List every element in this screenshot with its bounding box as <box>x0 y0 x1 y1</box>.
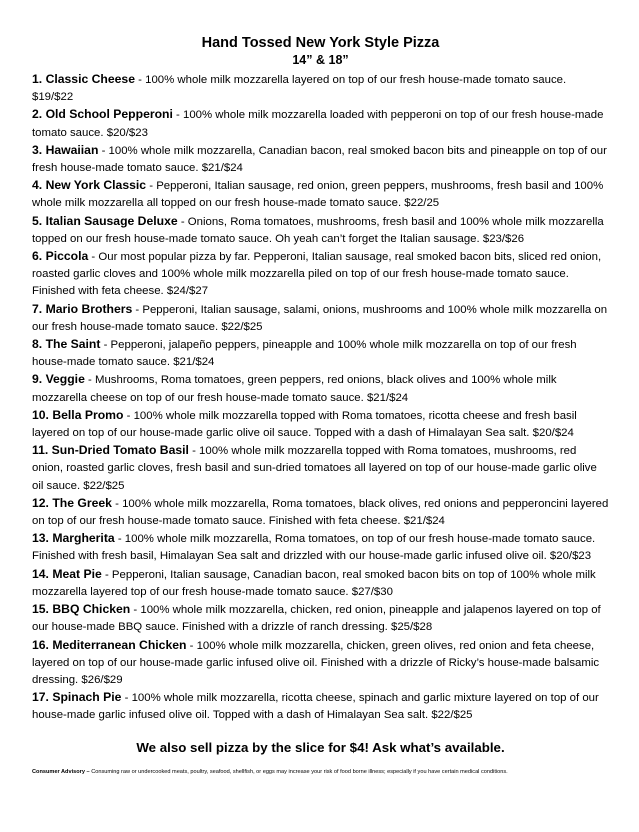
menu-item-separator: - <box>84 374 95 387</box>
menu-item-name: 12. The Greek <box>32 495 112 510</box>
menu-item-description: 100% whole milk mozzarella, Canadian bacon, real smoked bacon bits and pineapple on top of our fresh house-made tomato sauce. <box>32 144 607 175</box>
menu-item-name: 5. Italian Sausage Deluxe <box>32 213 178 228</box>
menu-item-separator: - <box>130 604 141 617</box>
menu-item <box>32 301 609 336</box>
pizza-sizes: 14” & 18” <box>292 53 349 67</box>
menu-item-description: 100% whole milk mozzarella, Roma tomatoes, on top of our fresh house-made tomato sauce. Finished with fresh basil, Himalayan Sea salt and drizzled with our house-made garlic infused olive oil. <box>32 533 596 563</box>
menu-item-name: 4. New York Classic <box>32 178 147 193</box>
menu-item-separator: - <box>172 109 183 122</box>
menu-item <box>32 106 609 141</box>
menu-item-price: $22/$25 <box>431 709 473 722</box>
menu-item <box>32 248 609 301</box>
menu-item-name: 10. Bella Promo <box>32 407 124 422</box>
menu-item-description: Pepperoni, Italian sausage, Canadian bacon, real smoked bacon bits on top of 100% whole milk mozzarella layered top of our fresh house-made tomato sauce. <box>32 568 596 598</box>
menu-item-separator: - <box>123 409 134 422</box>
menu-item <box>32 530 609 565</box>
menu-item-description: Mushrooms, Roma tomatoes, green peppers, red onions, black olives and 100% whole milk mozzarella cheese on top of our fresh house-made tomato sauce. <box>32 374 557 404</box>
menu-item-price: $24/$27 <box>166 285 209 298</box>
menu-item-name: 13. Margherita <box>32 531 115 546</box>
menu-item-description: 100% whole milk mozzarella, ricotta cheese, spinach and garlic mixture layered on top of our house-made garlic infused olive oil. Topped with a dash of Himalayan Sea salt. <box>32 692 599 722</box>
menu-item-price: $21/$24 <box>366 391 409 404</box>
menu-item-price: $20/$23 <box>549 550 592 563</box>
menu-item <box>32 689 609 724</box>
menu-item-name: 15. BBQ Chicken <box>32 602 131 617</box>
menu-item-price: $19/$22 <box>32 91 74 104</box>
menu-item-number: 1. <box>32 72 43 86</box>
menu-item-separator: - <box>111 497 123 510</box>
menu-item-price: $20/$24 <box>532 427 574 440</box>
menu-item-separator: - <box>101 568 112 581</box>
menu-item-price: $22/25 <box>404 197 440 210</box>
menu-item <box>32 71 609 106</box>
slice-note: We also sell pizza by the slice for $4! Ask what’s available. <box>136 739 505 755</box>
menu-item-price: $21/$24 <box>173 356 215 369</box>
menu-item-name: 7. Mario Brothers <box>32 301 133 316</box>
menu-item <box>32 407 609 442</box>
menu-item-price: $21/$24 <box>403 515 445 528</box>
menu-item-description: Our most popular pizza by far. Pepperoni, Italian sausage, real smoked bacon bits, sliced red onion, roasted garlic cloves and 100% whole milk mozzarella piled on top of our fresh house-made tomato sauce. Finished with feta cheese. <box>32 251 602 298</box>
menu-item-description: 100% whole milk mozzarella layered on top of our fresh house-made tomato sauce. <box>145 74 567 86</box>
menu-item-price: $25/$28 <box>391 621 433 634</box>
menu-item-separator: - <box>132 303 143 316</box>
menu-item <box>32 213 609 248</box>
menu-item-description: 100% whole milk mozzarella, chicken, green olives, red onion and feta cheese, layered on top of our house-made garlic infused olive oil. Finished with a drizzle of Ricky’s house-made balsamic dressing. <box>32 639 600 686</box>
advisory-label: Consumer Advisory – <box>32 768 90 775</box>
menu-item-number: 9. <box>32 372 43 387</box>
menu-item <box>32 637 609 690</box>
menu-item-number: 14. <box>32 566 49 581</box>
menu-item <box>32 601 609 636</box>
menu-item-number: 10. <box>32 407 49 422</box>
menu-item-name: 16. Mediterranean Chicken <box>32 637 187 652</box>
menu-item-description: 100% whole milk mozzarella, chicken, red onion, pineapple and jalapenos layered on top of our house-made BBQ sauce. Finished with a drizzle of ranch dressing. <box>32 604 601 634</box>
menu-item-separator: - <box>121 692 132 705</box>
menu-item-name: 6. Piccola <box>32 249 89 264</box>
menu-item-number: 12. <box>32 495 49 510</box>
menu-item-number: 16. <box>32 637 49 652</box>
advisory-text: Consuming raw or undercooked meats, poultry, seafood, shellfish, or eggs may increase your risk of food borne illness; especially if you have certain medical conditions. <box>91 768 508 775</box>
menu-item-name: 17. Spinach Pie <box>32 690 122 705</box>
menu-item <box>32 495 609 530</box>
page-title: Hand Tossed New York Style Pizza <box>201 35 440 51</box>
menu-item-description: 100% whole milk mozzarella topped with Roma tomatoes, ricotta cheese and fresh basil layered on top of our house-made garlic olive oil sauce. Topped with a dash of Himalayan Sea salt. <box>32 409 577 440</box>
menu-item-name: 2. Old School Pepperoni <box>32 107 173 122</box>
menu-item-number: 11. <box>32 443 49 458</box>
menu-item-number: 8. <box>32 337 43 352</box>
menu-item-number: 13. <box>32 531 49 546</box>
menu-item-separator: - <box>188 445 200 458</box>
menu-item-number: 7. <box>32 301 43 316</box>
menu-item <box>32 177 609 212</box>
menu-item-description: 100% whole milk mozzarella topped with Roma tomatoes, mushrooms, red onion, roasted garlic cloves, fresh basil and sun-dried tomatoes all layered on top of our house-made garlic olive oil sauce. <box>32 445 597 492</box>
menu-item <box>32 442 609 495</box>
menu-item-separator: - <box>146 180 157 193</box>
menu-item-name: 3. Hawaiian <box>32 142 99 157</box>
menu-item <box>32 142 609 177</box>
menu-item-number: 15. <box>32 602 49 617</box>
menu-item-description: Onions, Roma tomatoes, mushrooms, fresh basil and 100% whole milk mozzarella topped on our fresh house-made tomato sauce. Oh yeah can’t forget the Italian sausage. <box>32 215 604 245</box>
menu-item-separator: - <box>135 74 146 86</box>
menu-item-number: 2. <box>32 107 43 122</box>
menu-item-separator: - <box>98 144 109 157</box>
menu-item-description: Pepperoni, jalapeño peppers, pineapple and 100% whole milk mozzarella on top of our fresh house-made tomato sauce. <box>32 339 577 369</box>
menu-item-price: $22/$25 <box>83 479 125 492</box>
pizza-menu-list <box>32 71 609 725</box>
menu-item-separator: - <box>186 639 197 652</box>
menu-item-separator: - <box>100 339 111 352</box>
menu-item-description: Pepperoni, Italian sausage, red onion, green peppers, mushrooms, fresh basil and 100% whole milk mozzarella all topped on our fresh house-made tomato sauce. <box>32 180 604 210</box>
menu-item-name: 9. Veggie <box>32 372 85 387</box>
menu-item-price: $27/$30 <box>351 585 393 598</box>
menu-item-number: 5. <box>32 213 43 228</box>
menu-item-number: 17. <box>32 690 49 705</box>
menu-item <box>32 566 609 601</box>
menu-item-description: Pepperoni, Italian sausage, salami, onions, mushrooms and 100% whole milk mozzarella on our fresh house-made tomato sauce. <box>32 303 608 333</box>
menu-item-description: 100% whole milk mozzarella loaded with pepperoni on top of our fresh house-made tomato sauce. <box>32 109 604 139</box>
menu-item <box>32 336 609 371</box>
menu-item-name: 1. Classic Cheese <box>32 72 135 86</box>
menu-item-separator: - <box>114 533 125 546</box>
menu-item-name: 11. Sun-Dried Tomato Basil <box>32 443 189 458</box>
consumer-advisory <box>32 768 609 776</box>
menu-item-price: $23/$26 <box>482 232 525 245</box>
menu-item-name: 14. Meat Pie <box>32 566 102 581</box>
menu-item-number: 6. <box>32 249 43 264</box>
menu-item-price: $22/$25 <box>221 320 263 333</box>
menu-item-separator: - <box>177 215 188 228</box>
menu-item-price: $21/$24 <box>201 162 243 175</box>
menu-item-number: 4. <box>32 178 43 193</box>
menu-item-separator: - <box>88 251 99 264</box>
menu-item-price: $20/$23 <box>106 126 148 139</box>
menu-item-price: $26/$29 <box>81 673 123 686</box>
menu-item-name: 8. The Saint <box>32 337 101 352</box>
menu-item-number: 3. <box>32 142 43 157</box>
menu-item <box>32 371 609 406</box>
menu-item-description: 100% whole milk mozzarella, Roma tomatoes, black olives, red onions and pepperoncini layered on top of our fresh house-made tomato sauce. Finished with feta cheese. <box>32 497 609 528</box>
